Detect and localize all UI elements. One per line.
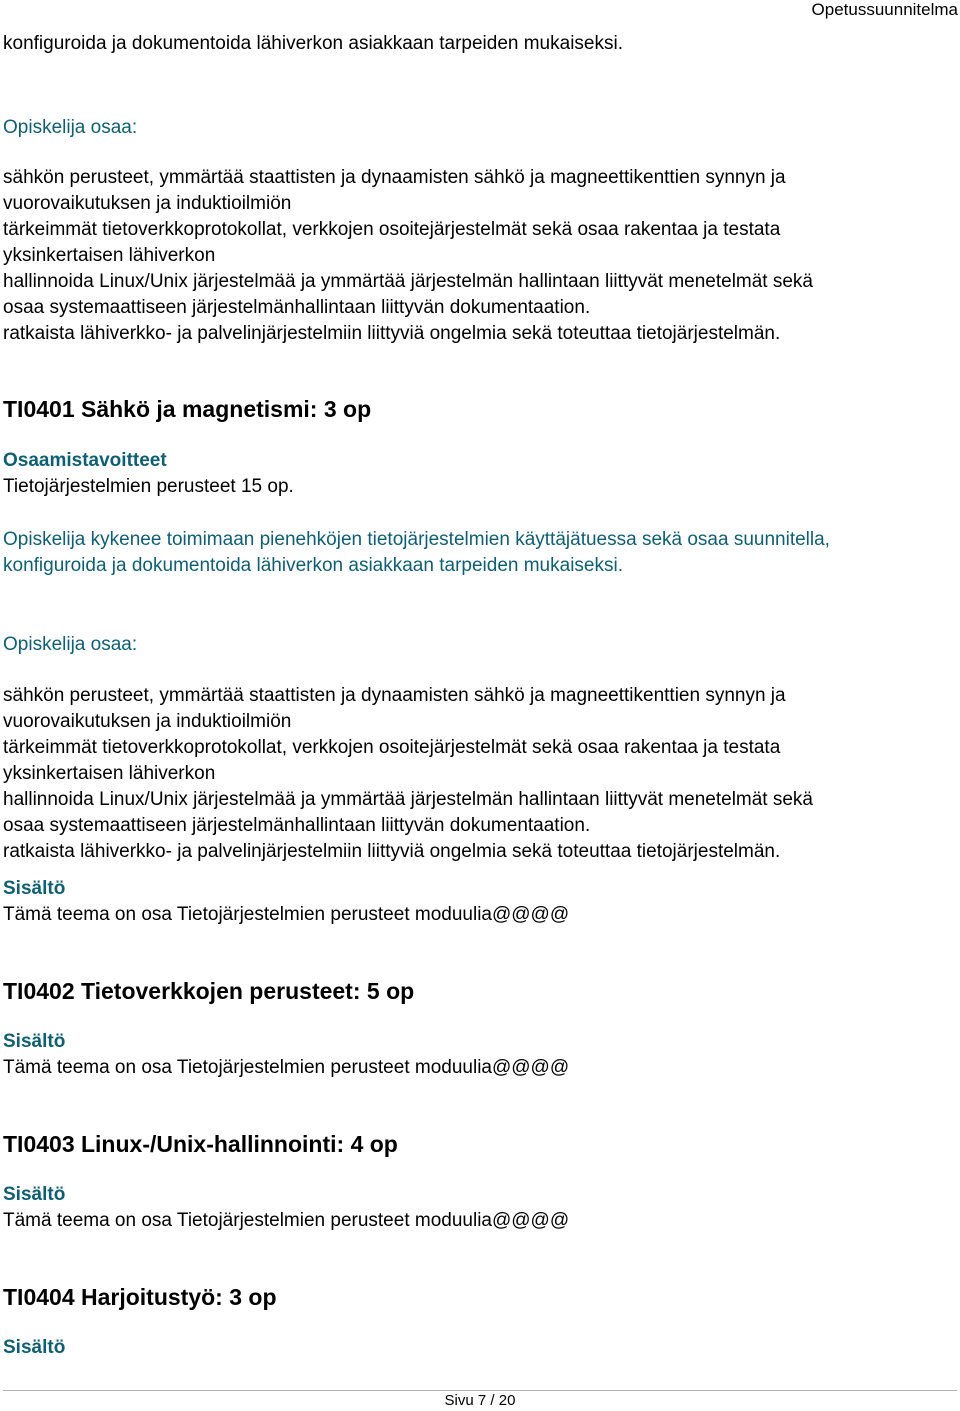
list-item: sähkön perusteet, ymmärtää staattisten ja dynaamisten sähkö ja magneettikenttien synnyn ja — [3, 685, 786, 706]
continued-text: konfiguroida ja dokumentoida lähiverkon asiakkaan tarpeiden mukaiseksi. — [3, 33, 623, 54]
learner-outcomes-list — [3, 683, 813, 865]
list-item: hallinnoida Linux/Unix järjestelmää ja ymmärtää järjestelmän hallintaan liittyvät menetelmät sekä — [3, 271, 813, 292]
page-number: Sivu 7 / 20 — [444, 1392, 516, 1409]
goals-heading: Osaamistavoitteet — [3, 450, 167, 471]
module-line: Tietojärjestelmien perusteet 15 op. — [3, 476, 294, 497]
list-item: ratkaista lähiverkko- ja palvelinjärjestelmiin liittyviä ongelmia sekä toteuttaa tietojärjestelmän. — [3, 323, 781, 344]
intro-line: Opiskelija kykenee toimimaan pienehköjen tietojärjestelmien käyttäjätuessa sekä osaa suunnitella, — [3, 529, 830, 550]
list-item: osaa systemaattiseen järjestelmänhallintaan liittyvän dokumentaation. — [3, 297, 591, 318]
learner-outcomes-list — [3, 165, 813, 347]
list-item: ratkaista lähiverkko- ja palvelinjärjestelmiin liittyviä ongelmia sekä toteuttaa tietojärjestelmän. — [3, 841, 781, 862]
learner-heading: Opiskelija osaa: — [3, 634, 138, 655]
content-text: Tämä teema on osa Tietojärjestelmien perusteet moduulia@@@@ — [3, 904, 570, 925]
running-title: Opetussuunnitelma — [811, 0, 958, 19]
course-title-ti0401: TI0401 Sähkö ja magnetismi: 3 op — [3, 396, 372, 422]
list-item: tärkeimmät tietoverkkoprotokollat, verkkojen osoitejärjestelmät sekä osaa rakentaa ja testata — [3, 737, 781, 758]
list-item: sähkön perusteet, ymmärtää staattisten ja dynaamisten sähkö ja magneettikenttien synnyn ja — [3, 167, 786, 188]
learner-heading: Opiskelija osaa: — [3, 117, 138, 138]
list-item: vuorovaikutuksen ja induktioilmiön — [3, 193, 292, 214]
course-title-ti0402: TI0402 Tietoverkkojen perusteet: 5 op — [3, 978, 415, 1004]
list-item: tärkeimmät tietoverkkoprotokollat, verkkojen osoitejärjestelmät sekä osaa rakentaa ja testata — [3, 219, 781, 240]
list-item: yksinkertaisen lähiverkon — [3, 763, 216, 784]
list-item: osaa systemaattiseen järjestelmänhallintaan liittyvän dokumentaation. — [3, 815, 591, 836]
list-item: hallinnoida Linux/Unix järjestelmää ja ymmärtää järjestelmän hallintaan liittyvät menetelmät sekä — [3, 789, 813, 810]
course-title-ti0403: TI0403 Linux-/Unix-hallinnointi: 4 op — [3, 1131, 398, 1157]
course-intro — [3, 527, 830, 579]
content-heading: Sisältö — [3, 1184, 66, 1205]
content-text: Tämä teema on osa Tietojärjestelmien perusteet moduulia@@@@ — [3, 1057, 570, 1078]
list-item: vuorovaikutuksen ja induktioilmiön — [3, 711, 292, 732]
list-item: yksinkertaisen lähiverkon — [3, 245, 216, 266]
course-title-ti0404: TI0404 Harjoitustyö: 3 op — [3, 1284, 277, 1310]
content-text: Tämä teema on osa Tietojärjestelmien perusteet moduulia@@@@ — [3, 1210, 570, 1231]
content-heading: Sisältö — [3, 1031, 66, 1052]
content-heading: Sisältö — [3, 1337, 66, 1358]
content-heading: Sisältö — [3, 878, 66, 899]
intro-line: konfiguroida ja dokumentoida lähiverkon asiakkaan tarpeiden mukaiseksi. — [3, 555, 623, 576]
